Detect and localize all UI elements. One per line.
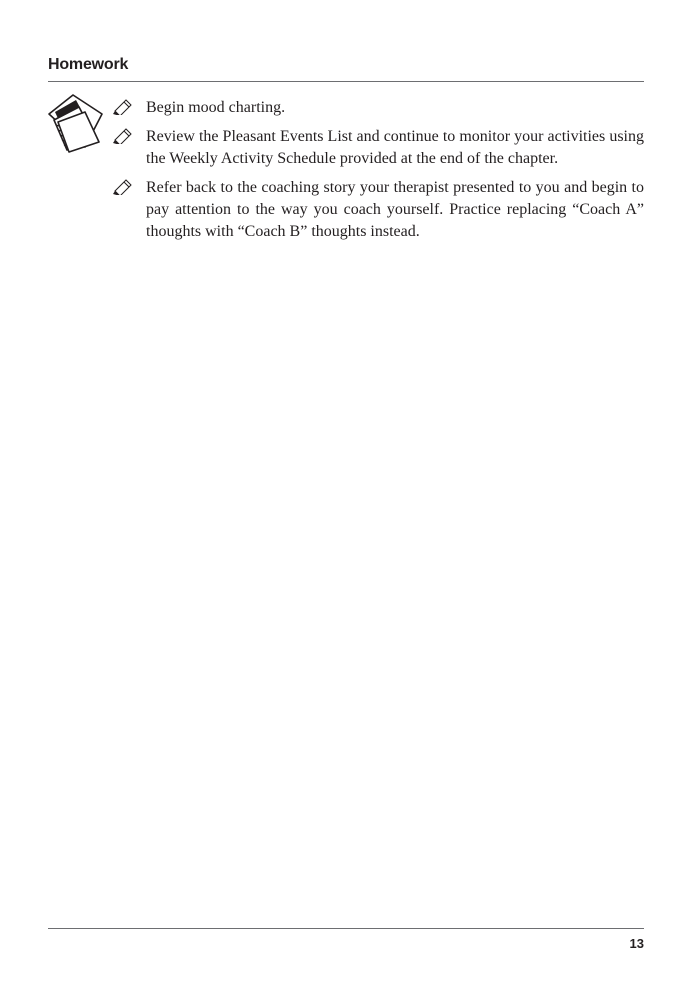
- pencil-icon: [112, 99, 132, 115]
- homework-item-text: Review the Pleasant Events List and continue to monitor your activities using the Weekly Activity Schedule provided at the end of the chapter.: [146, 128, 644, 167]
- homework-item-text: Refer back to the coaching story your therapist presented to you and begin to pay attention to the way you coach yourself. Practice replacing “Coach A” thoughts with “Coach B” thoughts instead.: [146, 179, 644, 240]
- homework-item: [112, 126, 644, 170]
- notebook-stack-icon: [45, 92, 107, 154]
- homework-item-text: Begin mood charting.: [146, 99, 286, 116]
- section-heading: Homework: [48, 56, 129, 73]
- homework-item: [112, 177, 644, 243]
- footer-rule: [48, 928, 644, 929]
- pencil-icon: [112, 179, 132, 195]
- page-number: 13: [629, 936, 644, 951]
- homework-list: [112, 97, 644, 250]
- pencil-icon: [112, 128, 132, 144]
- heading-rule: [48, 81, 644, 82]
- homework-item: [112, 97, 644, 119]
